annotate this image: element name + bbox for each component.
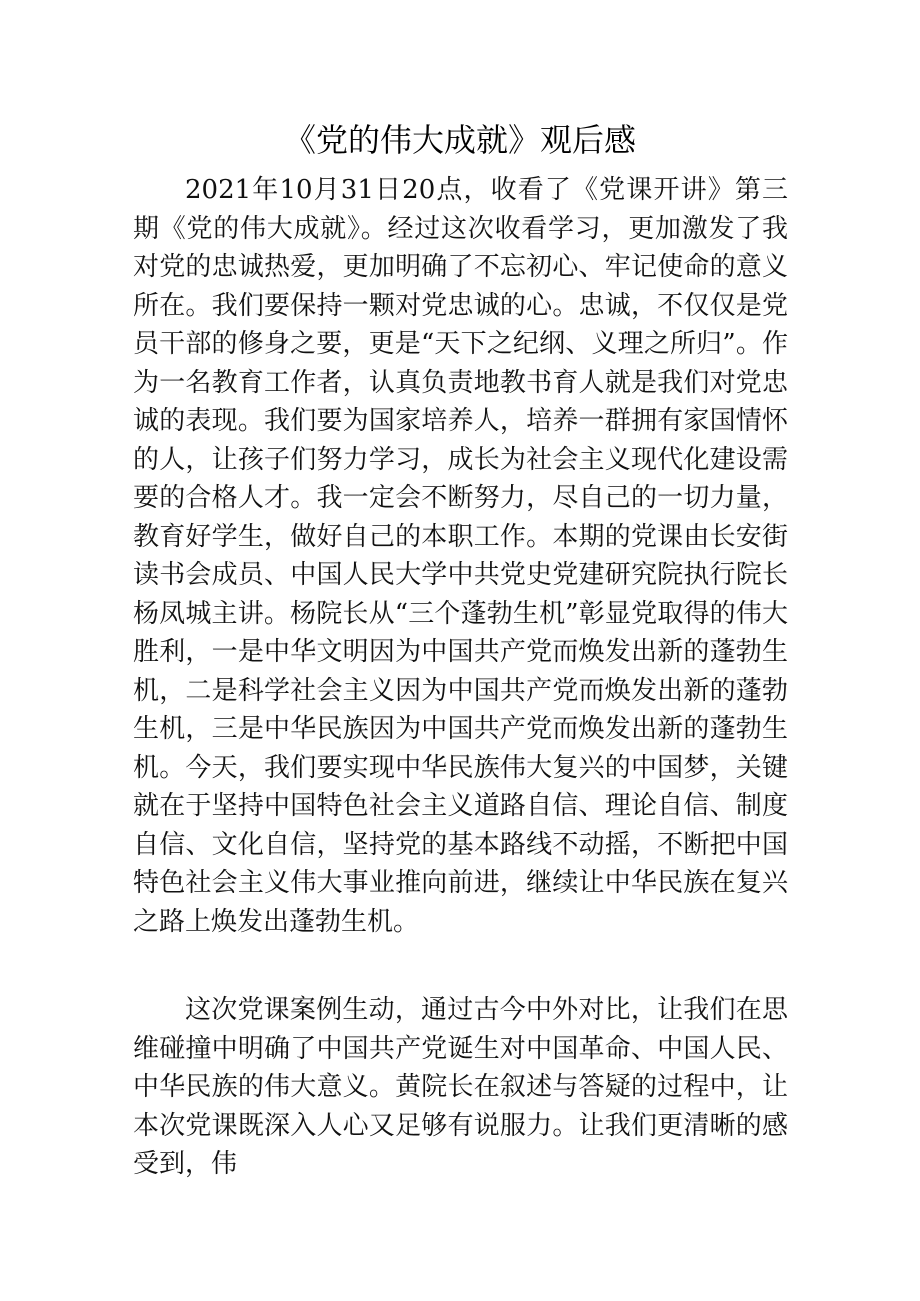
paragraph-1: 2021年10月31日20点，收看了《党课开讲》第三期《党的伟大成就》。经过这次收看学习，更加激发了我对党的忠诚热爱，更加明确了不忘初心、牢记使命的意义所在。我们要保持一颗对党忠诚的心。忠诚，不仅仅是党员干部的修身之要，更是“天下之纪纲、义理之所归”。作为一名教育工作者，认真负责地教书育人就是我们对党忠诚的表现。我们要为国家培养人，培养一群拥有家国情怀的人，让孩子们努力学习，成长为社会主义现代化建设需要的合格人才。我一定会不断努力，尽自己的一切力量，教育好学生，做好自己的本职工作。本期的党课由长安街读书会成员、中国人民大学中共党史党建研究院执行院长杨凤城主讲。杨院长从“三个蓬勃生机”彰显党取得的伟大胜利，一是中华文明因为中国共产党而焕发出新的蓬勃生机，二是科学社会主义因为中国共产党而焕发出新的蓬勃生机，三是中华民族因为中国共产党而焕发出新的蓬勃生机。今天，我们要实现中华民族伟大复兴的中国梦，关键就在于坚持中国特色社会主义道路自信、理论自信、制度自信、文化自信，坚持党的基本路线不动摇，不断把中国特色社会主义伟大事业推向前进，继续让中华民族在复兴之路上焕发出蓬勃生机。 <box>133 175 788 937</box>
document-title: 《党的伟大成就》观后感 <box>283 121 636 159</box>
paragraph-2: 这次党课案例生动，通过古今中外对比，让我们在思维碰撞中明确了中国共产党诞生对中国革命、中国人民、中华民族的伟大意义。黄院长在叙述与答疑的过程中，让本次党课既深入人心又足够有说服力。让我们更清晰的感受到，伟 <box>133 995 788 1179</box>
